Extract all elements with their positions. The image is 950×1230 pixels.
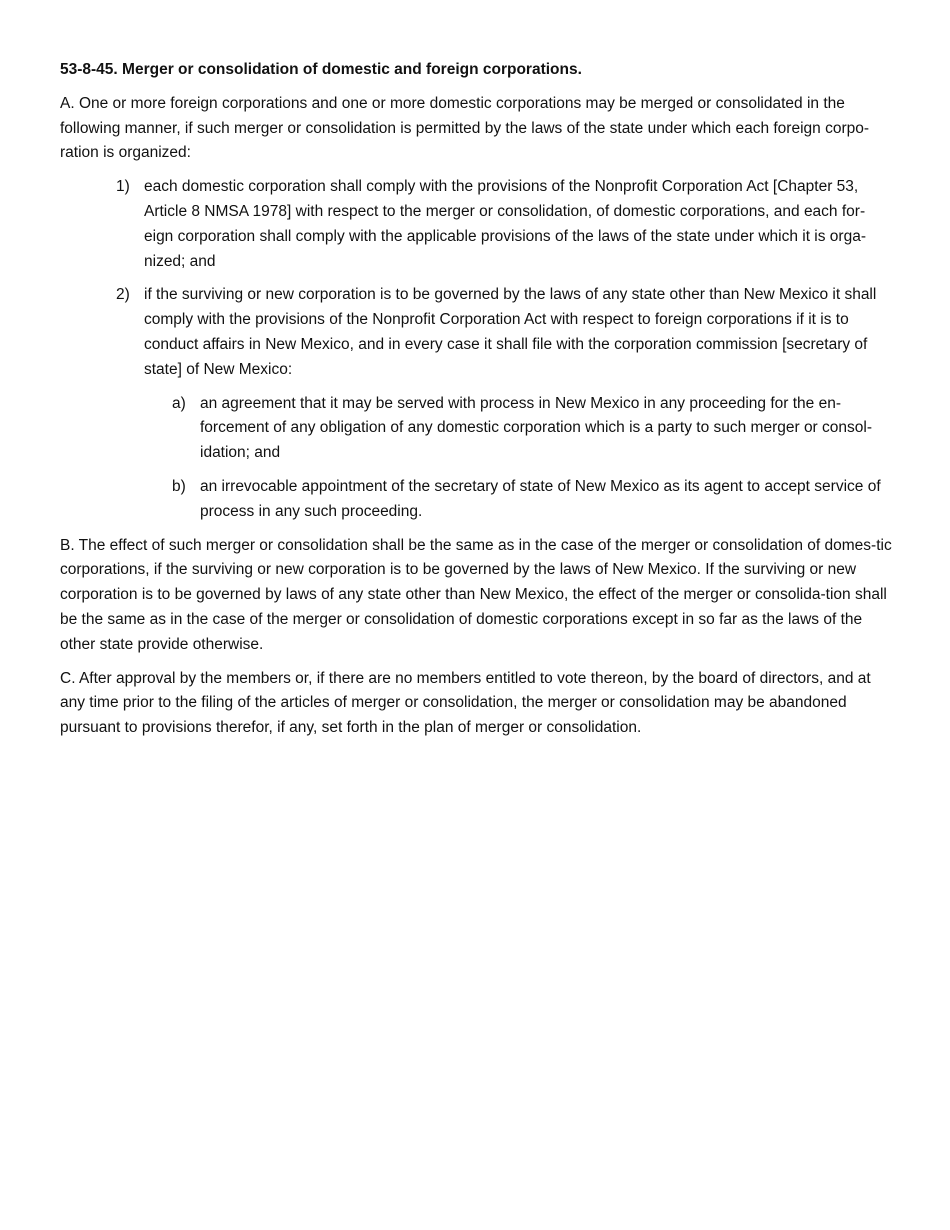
sub-list-marker: b) [172, 477, 186, 495]
list-item-text: each domestic corporation shall comply with the provisions of the Nonprofit Corporation Act [Chapter 53, Article 8 NMSA 1978] with respect to the merger or consolidation, of domestic corporations, and each for-eign corporation shall comply with the applicable provisions of the laws of the state under which it is orga-nized; and [144, 178, 866, 270]
list-marker: 2) [116, 286, 130, 304]
list-item-2 [60, 283, 892, 382]
paragraph-b: B. The effect of such merger or consolidation shall be the same as in the case of the merger or consolidation of domes-tic corporations, if the surviving or new corporation is to be governed by the laws of New Mexico. If the surviving or new corporation is to be governed by laws of any state other than New Mexico, the effect of the merger or consolida-tion shall be the same as in the case of the merger or consolidation of domestic corporations except in so far as the laws of the other state provide otherwise. [60, 536, 892, 653]
paragraph-c: C. After approval by the members or, if there are no members entitled to vote thereon, by the board of directors, and at any time prior to the filing of the articles of merger or consolidation, the merger or consolidation may be abandoned pursuant to provisions therefor, if any, set forth in the plan of merger or consolidation. [60, 669, 871, 737]
sub-list-item-text: an agreement that it may be served with process in New Mexico in any proceeding for the en-forcement of any obligation of any domestic corporation which is a party to such merger or consol-idation; and [200, 394, 872, 462]
sub-list-marker: a) [172, 394, 186, 412]
sub-list-item-a [60, 392, 892, 466]
list-marker: 1) [116, 178, 130, 196]
sub-list-item-b [60, 475, 892, 525]
sub-list-item-text: an irrevocable appointment of the secretary of state of New Mexico as its agent to accept service of process in any such proceeding. [200, 477, 881, 520]
paragraph-a: A. One or more foreign corporations and one or more domestic corporations may be merged or consolidated in the following manner, if such merger or consolidation is permitted by the laws of the state under which each foreign corpo-ration is organized: [60, 94, 870, 162]
list-item-text: if the surviving or new corporation is to be governed by the laws of any state other than New Mexico it shall comply with the provisions of the Nonprofit Corporation Act with respect to foreign corporations if it is to conduct affairs in New Mexico, and in every case it shall file with the corporation commission [secretary of state] of New Mexico: [144, 286, 877, 378]
list-item-1 [60, 175, 892, 274]
document-page [60, 58, 892, 750]
section-title: 53-8-45. Merger or consolidation of domestic and foreign corporations. [60, 61, 582, 78]
